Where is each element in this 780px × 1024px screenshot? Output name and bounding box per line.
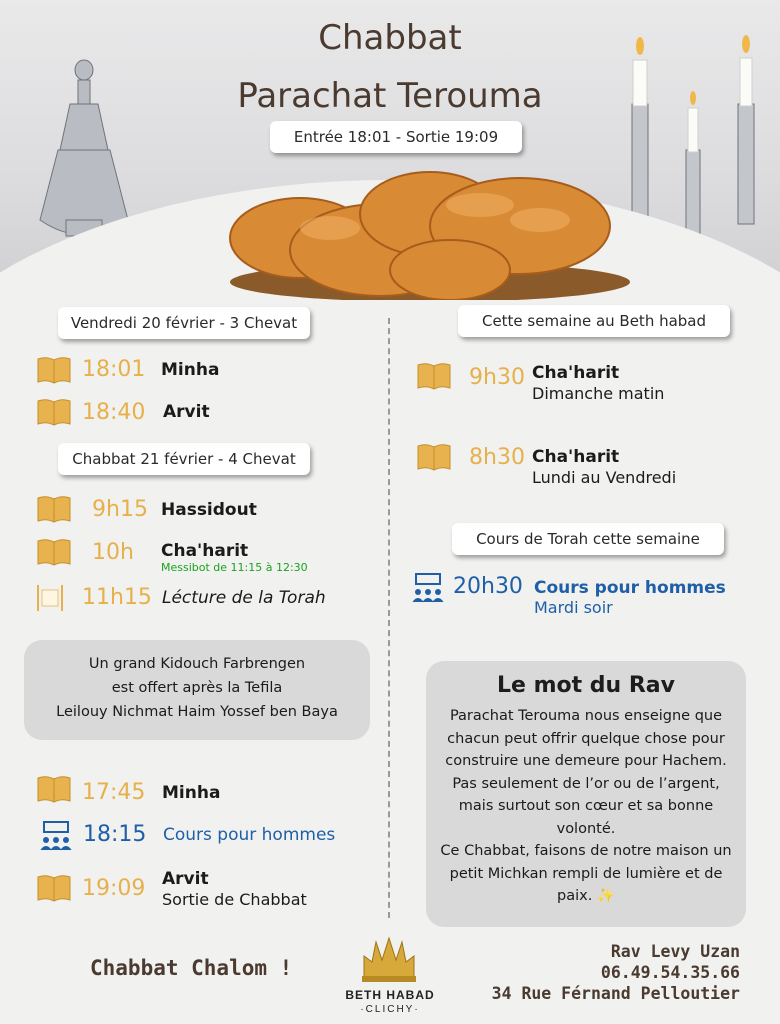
friday-header: Vendredi 20 février - 3 Chevat (58, 307, 310, 339)
time-label: 8h30 (469, 445, 525, 470)
shabbat-chalom-greeting: Chabbat Chalom ! (90, 956, 293, 980)
kiddouch-box (24, 640, 370, 740)
time-label: 17:45 (82, 780, 146, 805)
service-name: Cours pour hommes (163, 825, 336, 845)
book-icon (36, 355, 72, 385)
rav-line: volonté. (556, 820, 616, 837)
time-label: 10h (92, 540, 134, 565)
rav-line: Parachat Terouma nous enseigne que (449, 708, 723, 724)
rav-name: Rav Levy Uzan (610, 942, 740, 961)
time-label: 18:40 (82, 400, 146, 425)
logo-city: ·CLICHY· (360, 1004, 420, 1015)
beth-habad-logo-icon (356, 936, 422, 984)
service-detail: Mardi soir (534, 598, 613, 617)
time-label: 11h15 (82, 585, 152, 610)
logo-name: BETH HABAD (345, 988, 435, 1002)
time-label: 20h30 (453, 574, 523, 599)
class-icon (38, 818, 74, 852)
service-detail: Sortie de Chabbat (162, 890, 307, 909)
address: 34 Rue Férnand Pelloutier (491, 984, 740, 1003)
rav-message-box (426, 661, 746, 927)
rav-line: paix. ✨ (557, 888, 615, 904)
book-icon (416, 361, 452, 391)
shabbat-header: Chabbat 21 février - 4 Chevat (58, 443, 310, 475)
book-icon (36, 494, 72, 524)
book-icon (36, 397, 72, 427)
page-title: Chabbat (318, 18, 462, 58)
rav-message-text (438, 705, 734, 908)
rav-line: construire une demeure pour Hachem. (445, 753, 727, 769)
service-detail: Dimanche matin (532, 384, 665, 403)
service-name: Cha'harit (161, 541, 249, 561)
kiddouch-line: Un grand Kidouch Farbrengen (88, 656, 306, 672)
rav-line: mais surtout son cœur et sa bonne (458, 798, 714, 814)
service-name: Arvit (162, 869, 209, 889)
column-divider (388, 318, 390, 918)
parasha-title: Parachat Terouma (237, 76, 543, 116)
messibot-note: Messibot de 11:15 à 12:30 (161, 561, 308, 574)
time-label: 9h15 (92, 497, 148, 522)
rav-message-title: Le mot du Rav (496, 673, 675, 698)
time-label: 18:15 (83, 822, 147, 847)
service-name: Minha (162, 783, 221, 803)
time-label: 18:01 (82, 357, 146, 382)
rav-line: Pas seulement de l’or ou de l’argent, (452, 775, 720, 792)
book-icon (416, 442, 452, 472)
rav-line: petit Michkan rempli de lumière et de (449, 865, 723, 882)
time-label: 19:09 (82, 876, 146, 901)
service-name: Lécture de la Torah (162, 588, 326, 608)
book-icon (36, 873, 72, 903)
kiddouch-line: Leilouy Nichmat Haim Yossef ben Baya (56, 704, 338, 720)
torah-courses-header: Cours de Torah cette semaine (452, 523, 724, 555)
book-icon (36, 774, 72, 804)
service-name: Arvit (163, 402, 210, 422)
rav-line: chacun peut offrir quelque chose pour (447, 730, 725, 747)
week-header: Cette semaine au Beth habad (458, 305, 730, 337)
book-icon (36, 537, 72, 567)
service-name: Cha'harit (532, 363, 620, 383)
service-name: Cours pour hommes (534, 578, 726, 598)
service-detail: Lundi au Vendredi (532, 468, 677, 487)
service-name: Cha'harit (532, 447, 620, 467)
rav-line: Ce Chabbat, faisons de notre maison un (440, 843, 732, 859)
time-label: 9h30 (469, 365, 525, 390)
phone-number: 06.49.54.35.66 (600, 963, 740, 982)
service-name: Minha (161, 360, 220, 380)
kiddouch-line: est offert après la Tefila (111, 680, 283, 696)
class-icon (410, 570, 446, 604)
torah-scroll-icon (34, 583, 66, 613)
shabbat-times-badge: Entrée 18:01 - Sortie 19:09 (270, 121, 522, 153)
service-name: Hassidout (161, 500, 257, 520)
